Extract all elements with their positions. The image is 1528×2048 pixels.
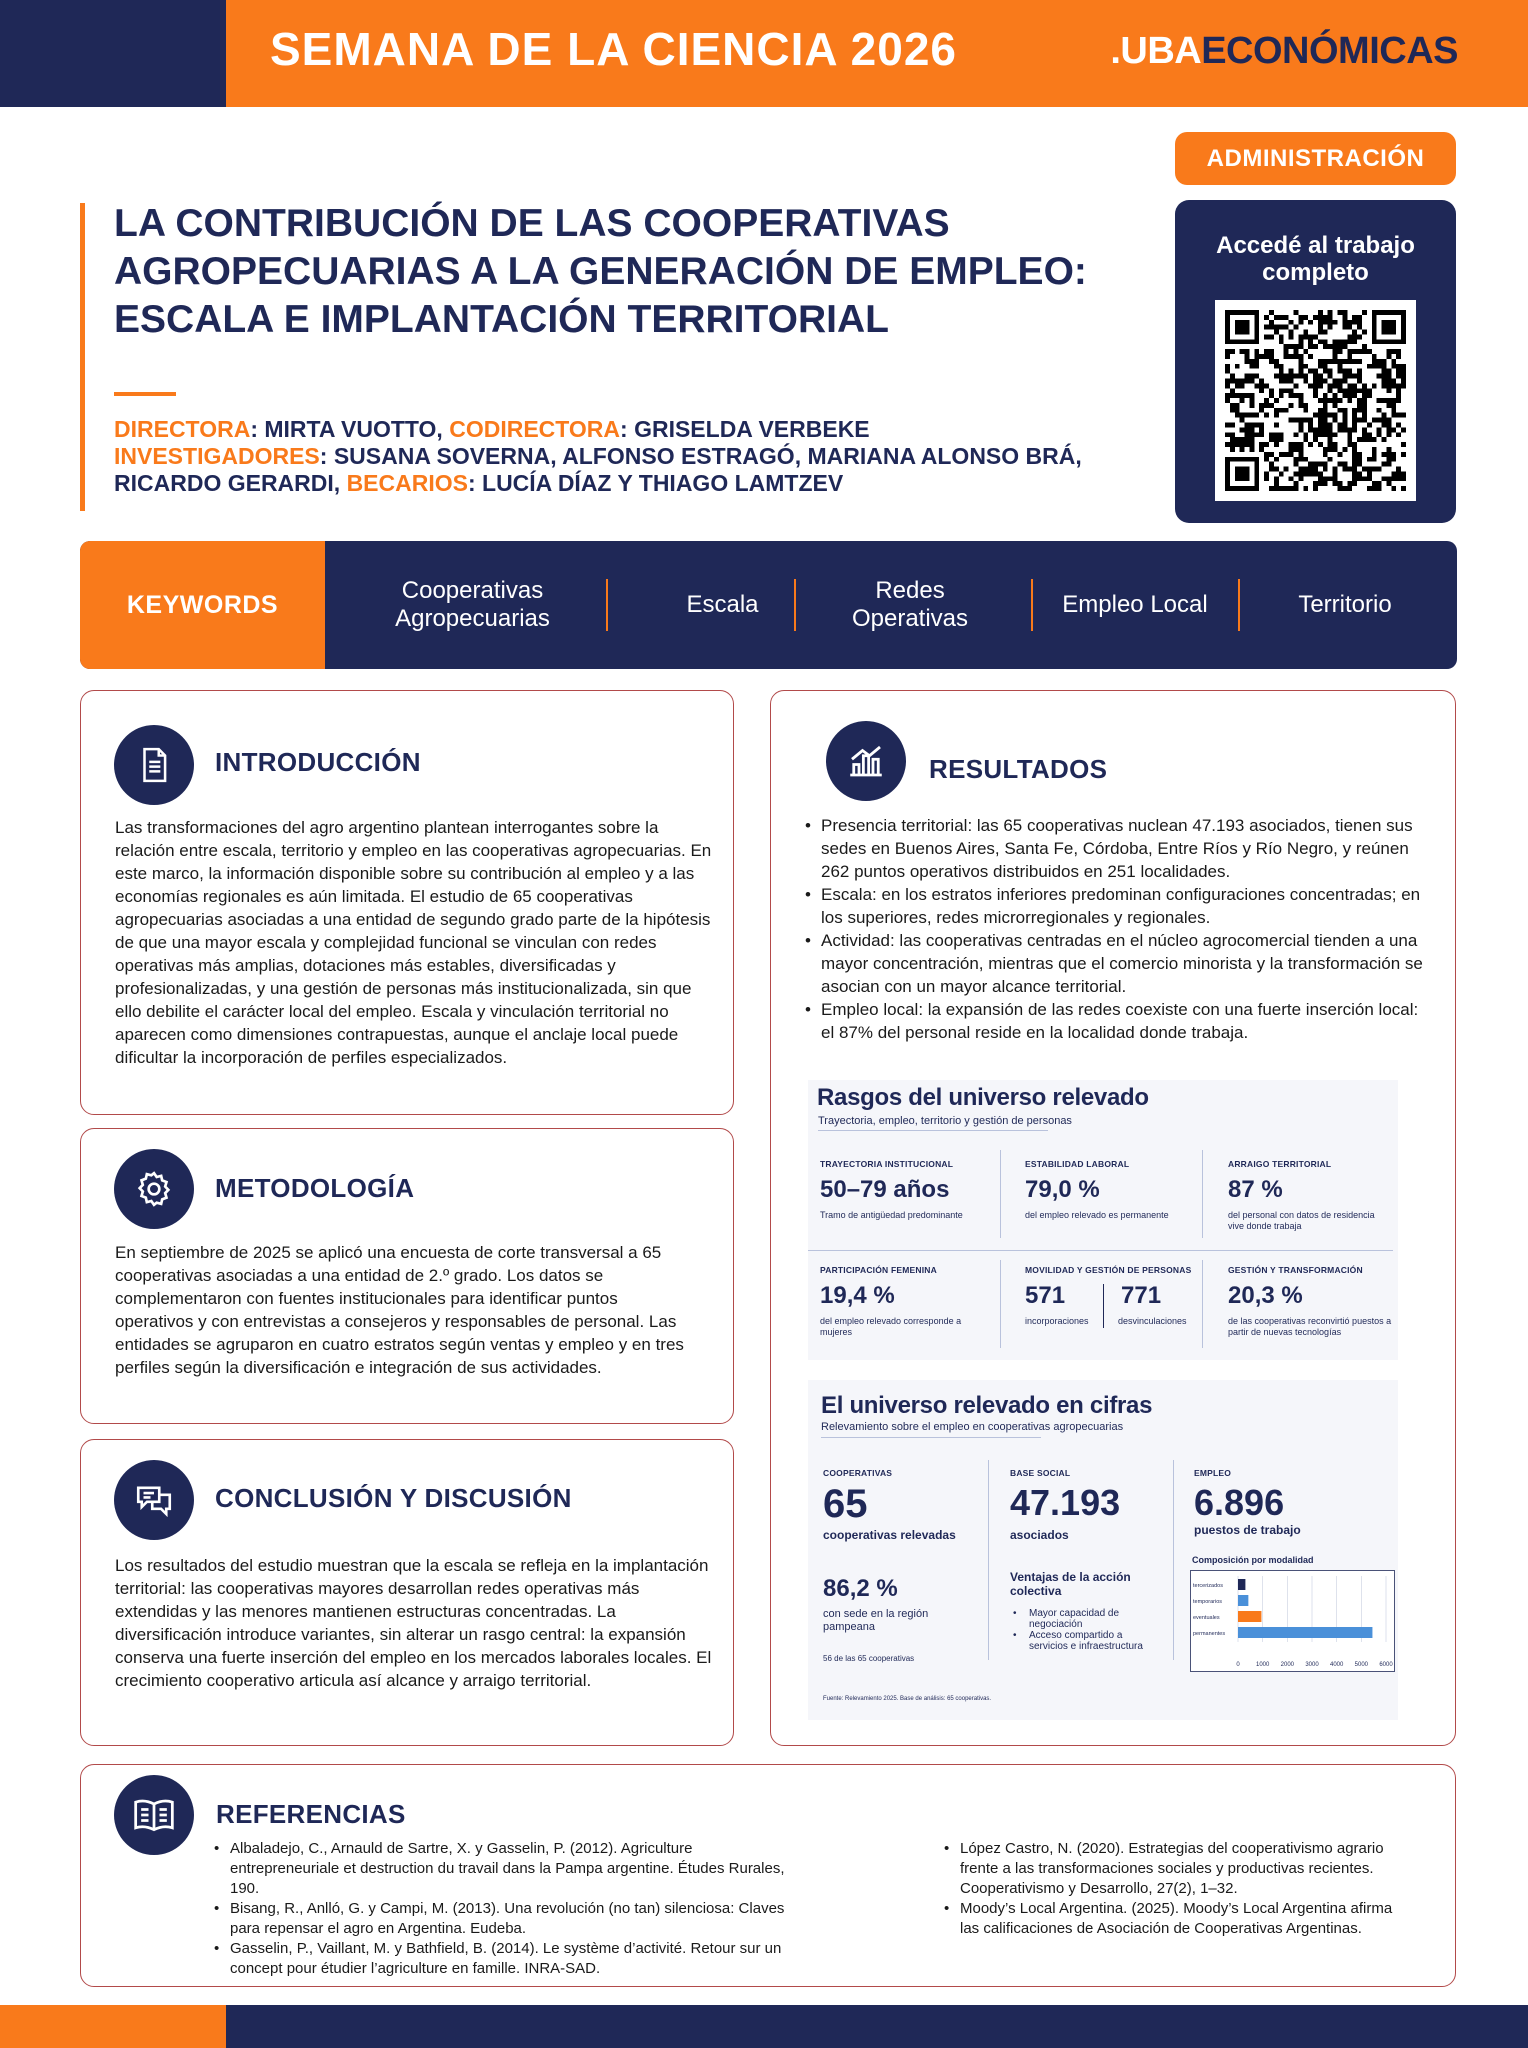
base-label: BASE SOCIAL <box>1010 1468 1071 1478</box>
coop-desc: cooperativas relevadas <box>823 1528 956 1542</box>
authors <box>114 416 1104 497</box>
rasgos-subtitle: Trayectoria, empleo, territorio y gestión de personas <box>818 1115 1072 1127</box>
ventajas-item: • Acceso compartido a servicios e infraestructura <box>1013 1630 1163 1652</box>
keyword-separator <box>1031 579 1033 631</box>
cifras-infographic <box>808 1380 1398 1720</box>
title-accent-bar <box>80 203 85 511</box>
chart-x-tick: 6000 <box>1379 1662 1393 1668</box>
title-rule <box>114 392 176 396</box>
chart-x-tick: 3000 <box>1305 1662 1319 1668</box>
cifras-rule <box>821 1437 1041 1438</box>
stat-desc: de las cooperativas reconvirtió puestos a partir de nuevas tecnologías <box>1228 1316 1392 1337</box>
qr-caption[interactable]: Accedé al trabajo completo <box>1216 232 1415 286</box>
chart-category-label: eventuales <box>1193 1615 1220 1621</box>
stat-desc: incorporaciones <box>1025 1316 1089 1326</box>
footer-accent <box>0 2005 226 2048</box>
keyword-separator <box>1238 579 1240 631</box>
keyword-redes: Redes Operativas <box>851 577 969 632</box>
keyword-separator <box>606 579 608 631</box>
results-heading: RESULTADOS <box>929 754 1108 784</box>
area-pill: ADMINISTRACIÓN <box>1175 132 1456 185</box>
reference-item: • Gasselin, P., Vaillant, M. y Bathfield, B. (2014). Le système d’activité. Retour sur un concept pour étudier l’agriculture en famille. INRA-SAD. <box>214 1939 804 1979</box>
chart-title: Composición por modalidad <box>1192 1555 1314 1565</box>
rasgos-grid-line <box>1000 1260 1001 1348</box>
rasgos-rule <box>818 1130 1048 1131</box>
reference-item: • Moody’s Local Argentina. (2025). Moody’s Local Argentina afirma las calificaciones de Asociación de Cooperativas Argentinas. <box>944 1899 1394 1939</box>
cifras-title: El universo relevado en cifras <box>821 1392 1153 1419</box>
stat-label: PARTICIPACIÓN FEMENINA <box>820 1265 937 1275</box>
keywords-label: KEYWORDS <box>80 541 325 669</box>
qr-code[interactable] <box>1215 300 1416 501</box>
investigadores-label: INVESTIGADORES <box>114 443 320 469</box>
keyword-empleo: Empleo Local <box>1062 591 1208 618</box>
investigadores-names: : SUSANA SOVERNA, ALFONSO ESTRAGÓ, MARIANA ALONSO BRÁ, RICARDO GERARDI, <box>114 443 1082 496</box>
document-icon <box>114 725 194 805</box>
reference-item: • Albaladejo, C., Arnauld de Sartre, X. y Gasselin, P. (2012). Agriculture entrepreneuriale et destruction du travail dans la Pampa argentine. Études Rurales, 190. <box>214 1839 804 1899</box>
intro-heading: INTRODUCCIÓN <box>215 747 421 777</box>
bar-chart-icon <box>826 721 906 801</box>
rasgos-grid-line <box>1000 1150 1001 1238</box>
references-list-right <box>944 1839 1394 1939</box>
stat-value: 50–79 años <box>820 1176 950 1203</box>
reference-item: • López Castro, N. (2020). Estrategias del cooperativismo agrario frente a las transformaciones sociales y productivas recientes. Cooperativismo y Desarrollo, 27(2), 1–32. <box>944 1839 1394 1899</box>
stat-value: 79,0 % <box>1025 1176 1100 1203</box>
chart-category-label: tercerizados <box>1193 1583 1223 1589</box>
keyword-cooperativas: Cooperativas Agropecuarias <box>395 577 550 632</box>
chart-x-tick: 4000 <box>1329 1662 1344 1668</box>
logo-part-uba: .UBA <box>1110 30 1202 72</box>
chart-bar-temporarios <box>1238 1595 1248 1606</box>
keyword-territorio: Territorio <box>1298 591 1392 618</box>
base-desc: asociados <box>1010 1528 1069 1542</box>
methodology-card <box>80 1128 734 1424</box>
chart-bar-eventuales <box>1238 1611 1261 1622</box>
event-title: SEMANA DE LA CIENCIA 2026 <box>270 23 958 75</box>
conclusion-card <box>80 1439 734 1746</box>
header-accent <box>0 0 226 107</box>
ventajas-list <box>1013 1608 1163 1652</box>
chart-x-tick: 1000 <box>1255 1662 1270 1668</box>
stat-label: TRAYECTORIA INSTITUCIONAL <box>820 1159 954 1169</box>
codirectora-label: CODIRECTORA <box>449 416 621 442</box>
cifras-column-line <box>988 1460 989 1660</box>
conclusion-heading: CONCLUSIÓN Y DISCUSIÓN <box>215 1483 572 1513</box>
ventajas-item: • Mayor capacidad de negociación <box>1013 1608 1163 1630</box>
intro-text: Las transformaciones del agro argentino plantean interrogantes sobre la relación entre escala, territorio y empleo en las cooperativas agropecuarias. En este marco, la información disponible sobre su contribución al empleo y a las economías regionales es aún limitada. El estudio de 65 cooperativas agropecuarias asociadas a una entidad de segundo grado parte de la hipótesis de que una mayor escala y complejidad funcional se vinculan con redes operativas más amplias, dotaciones más estables, diversificadas y profesionalizadas, y una gestión de personas más institucionalizada, sin que ello debilite el carácter local del empleo. Escala y vinculación territorial no aparecen como dimensiones contrapuestas, aunque el anclaje local puede dificultar la incorporación de perfiles especializados. <box>115 818 712 1067</box>
cifras-subtitle: Relevamiento sobre el empleo en cooperativas agropecuarias <box>821 1421 1124 1433</box>
references-list-left <box>214 1839 804 1979</box>
results-item: • Presencia territorial: las 65 cooperativas nuclean 47.193 asociados, tienen sus sedes en Buenos Aires, Santa Fe, Córdoba, Entre Ríos y Río Negro, y reúnen 262 puntos operativos distribuidos en 251 localidades. <box>805 814 1435 883</box>
stat-label: MOVILIDAD Y GESTIÓN DE PERSONAS <box>1025 1265 1192 1275</box>
stat-divider <box>1103 1284 1104 1328</box>
stat-label: GESTIÓN Y TRANSFORMACIÓN <box>1228 1265 1363 1275</box>
chart-category-label: temporarios <box>1193 1599 1223 1605</box>
directora-name: : MIRTA VUOTTO, <box>250 416 450 442</box>
ventajas-title: Ventajas de la acción colectiva <box>1010 1570 1131 1598</box>
poster-title: LA CONTRIBUCIÓN DE LAS COOPERATIVAS AGROPECUARIAS A LA GENERACIÓN DE EMPLEO: ESCALA E IMPLANTACIÓN TERRITORIAL <box>114 202 1087 341</box>
chart-bar-permanentes <box>1238 1627 1372 1638</box>
results-item: • Escala: en los estratos inferiores predominan configuraciones concentradas; en los superiores, redes microrregionales y regionales. <box>805 883 1435 929</box>
becarios-names: : LUCÍA DÍAZ Y THIAGO LAMTZEV <box>467 470 844 496</box>
results-item: • Actividad: las cooperativas centradas en el núcleo agrocomercial tienden a una mayor concentración, mientras que el comercio minorista y la transformación se asocian con un mayor alcance territorial. <box>805 929 1435 998</box>
empleo-desc: puestos de trabajo <box>1194 1523 1301 1537</box>
directora-label: DIRECTORA <box>114 416 251 442</box>
chart-x-tick: 5000 <box>1354 1662 1369 1668</box>
methodology-heading: METODOLOGÍA <box>215 1173 415 1203</box>
keyword-separator <box>794 579 796 631</box>
uba-logo <box>1110 30 1458 73</box>
stat-desc: desvinculaciones <box>1118 1316 1187 1326</box>
chart-category-label: permanentes <box>1193 1631 1226 1637</box>
qr-box <box>1175 200 1456 523</box>
empleo-value: 6.896 <box>1194 1482 1285 1523</box>
stat-desc: del empleo relevado corresponde a mujeres <box>820 1316 962 1337</box>
pampa-note: 56 de las 65 cooperativas <box>823 1654 915 1663</box>
coop-value: 65 <box>823 1482 868 1526</box>
modalidad-chart <box>1190 1570 1395 1672</box>
methodology-text: En septiembre de 2025 se aplicó una encuesta de corte transversal a 65 cooperativas asociadas a una entidad de 2.º grado. Los datos se complementaron con fuentes institucionales para identificar puntos operativos y con entrevistas a consejeros y responsables de personal. Las entidades se agruparon en cuatro estratos según ventas y empleo y en tres perfiles según la diversificación e integración de sus actividades. <box>115 1243 684 1377</box>
stat-desc: del personal con datos de residencia vive donde trabaja <box>1228 1210 1375 1231</box>
rasgos-infographic <box>808 1080 1398 1360</box>
chart-bar-tercerizados <box>1238 1579 1245 1590</box>
results-item: • Empleo local: la expansión de las redes coexiste con una fuerte inserción local: el 87% del personal reside en la localidad donde trabaja. <box>805 998 1435 1044</box>
logo-part-economicas: ECONÓMICAS <box>1201 30 1458 72</box>
chat-bubbles-icon <box>114 1460 194 1540</box>
stat-label: ARRAIGO TERRITORIAL <box>1228 1159 1332 1169</box>
cifras-column-line <box>1173 1460 1174 1660</box>
reference-item: • Bisang, R., Anlló, G. y Campi, M. (2013). Una revolución (no tan) silenciosa: Claves para repensar el agro en Argentina. Eudeba. <box>214 1899 804 1939</box>
stat-value: 87 % <box>1228 1176 1283 1203</box>
keyword-escala: Escala <box>686 591 759 618</box>
stat-value: 571 <box>1025 1282 1066 1309</box>
rasgos-grid-line <box>808 1250 1393 1251</box>
stat-label: ESTABILIDAD LABORAL <box>1025 1159 1130 1169</box>
coop-label: COOPERATIVAS <box>823 1468 893 1478</box>
rasgos-grid-line <box>1202 1150 1203 1238</box>
stat-value: 771 <box>1121 1282 1162 1309</box>
open-book-icon <box>114 1775 194 1855</box>
empleo-label: EMPLEO <box>1194 1468 1232 1478</box>
references-card <box>80 1764 1456 1987</box>
source-note: Fuente: Relevamiento 2025. Base de análisis: 65 cooperativas. <box>823 1696 992 1702</box>
stat-value: 19,4 % <box>820 1282 895 1309</box>
rasgos-title: Rasgos del universo relevado <box>817 1084 1149 1111</box>
pampa-value: 86,2 % <box>823 1575 898 1602</box>
stat-value: 20,3 % <box>1228 1282 1303 1309</box>
stat-desc: Tramo de antigüedad predominante <box>820 1210 963 1220</box>
gear-icon <box>114 1149 194 1229</box>
chart-x-tick: 2000 <box>1280 1662 1295 1668</box>
chart-x-tick: 0 <box>1236 1662 1240 1668</box>
becarios-label: BECARIOS <box>346 470 468 496</box>
keywords-band <box>80 541 1457 669</box>
conclusion-text: Los resultados del estudio muestran que la escala se refleja en la implantación territorial: las cooperativas mayores desarrollan redes operativas más extendidas y las menores mantienen estructuras concentradas. La diversificación introduce variantes, sin alterar un rasgo central: la expansión conserva una fuerte inserción del empleo en los mercados laborales locales. El crecimiento cooperativo articula así alcance y arraigo territorial. <box>115 1556 712 1690</box>
base-value: 47.193 <box>1010 1482 1121 1523</box>
results-list <box>805 814 1435 1044</box>
codirectora-name: : GRISELDA VERBEKE <box>620 416 870 442</box>
pampa-desc: con sede en la región pampeana <box>823 1608 929 1633</box>
rasgos-grid-line <box>1202 1260 1203 1348</box>
footer-bar <box>0 2005 1528 2048</box>
stat-desc: del empleo relevado es permanente <box>1025 1210 1169 1220</box>
references-heading: REFERENCIAS <box>216 1799 406 1829</box>
intro-card <box>80 690 734 1115</box>
